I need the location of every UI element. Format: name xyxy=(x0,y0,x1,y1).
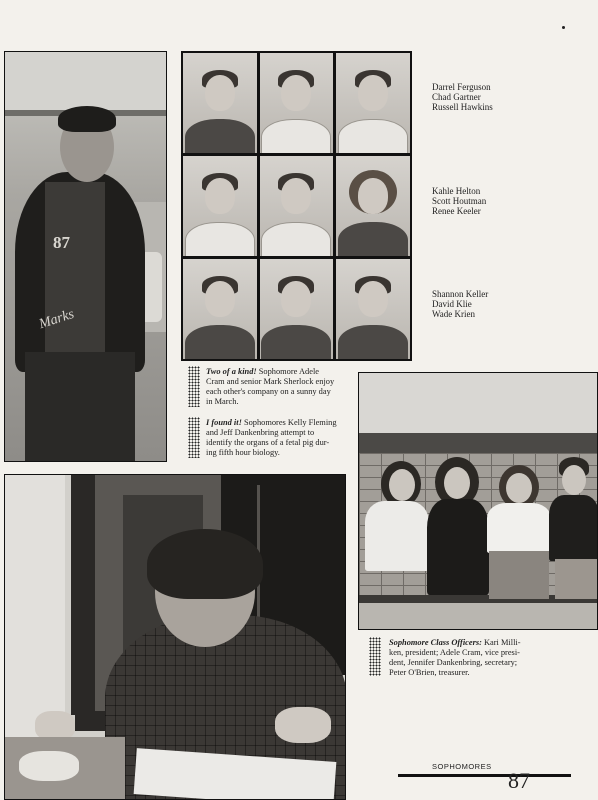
name-label: Darrel Ferguson xyxy=(432,82,491,92)
names-row-3 xyxy=(432,289,488,319)
caption-bullet-icon xyxy=(188,366,200,407)
portrait-renee-keeler xyxy=(336,156,410,256)
caption-line: each other's company on a sunny day xyxy=(206,387,331,396)
section-label: SOPHOMORES xyxy=(432,762,492,771)
caption-line: dent, Jennifer Dankenbring, secretary; xyxy=(389,658,518,667)
name-label: Kahle Helton xyxy=(432,186,481,196)
caption-two-of-a-kind xyxy=(206,367,356,407)
name-label: Wade Krien xyxy=(432,309,476,319)
portrait-shannon-keller xyxy=(183,259,257,359)
caption-line: and Jeff Dankenbring attempt to xyxy=(206,428,315,437)
caption-line: identify the organs of a fetal pig dur- xyxy=(206,438,330,447)
portrait-kahle-helton xyxy=(183,156,257,256)
caption-bullet-icon xyxy=(188,417,200,458)
portrait-grid xyxy=(181,51,412,361)
photo-letter-jacket xyxy=(4,51,167,462)
name-label: Renee Keeler xyxy=(432,206,481,216)
caption-line: ing fifth hour biology. xyxy=(206,448,280,457)
caption-line: Kari Milli- xyxy=(484,638,521,647)
caption-line: Peter O'Brien, treasurer. xyxy=(389,668,470,677)
caption-line: Cram and senior Mark Sherlock enjoy xyxy=(206,377,335,386)
caption-line: ken, president; Adele Cram, vice presi- xyxy=(389,648,520,657)
portrait-wade-krien xyxy=(336,259,410,359)
name-label: Scott Houtman xyxy=(432,196,487,206)
portrait-darrel-ferguson xyxy=(183,53,257,153)
caption-bullet-icon xyxy=(369,637,381,676)
caption-line: in March. xyxy=(206,397,239,406)
names-row-2 xyxy=(432,186,486,216)
caption-i-found-it xyxy=(206,418,356,458)
caption-class-officers xyxy=(389,638,559,678)
caption-lead: I found it! xyxy=(206,418,242,427)
photo-biology-lab xyxy=(4,474,346,800)
portrait-chad-gartner xyxy=(260,53,334,153)
page-number: 87 xyxy=(508,768,530,793)
caption-line: Sophomores Kelly Fleming xyxy=(243,418,337,427)
footer-rule xyxy=(398,774,571,777)
portrait-scott-houtman xyxy=(260,156,334,256)
photo-class-officers xyxy=(358,372,598,630)
name-label: Shannon Keller xyxy=(432,289,489,299)
page-mark xyxy=(562,26,565,29)
caption-lead: Two of a kind! xyxy=(206,367,257,376)
name-label: Chad Gartner xyxy=(432,92,481,102)
name-label: Russell Hawkins xyxy=(432,102,493,112)
name-label: David Klie xyxy=(432,299,472,309)
names-row-1 xyxy=(432,82,493,112)
jacket-number: 87 xyxy=(53,233,70,252)
caption-line: Sophomore Adele xyxy=(258,367,319,376)
caption-lead: Sophomore Class Officers: xyxy=(389,638,482,647)
portrait-russell-hawkins xyxy=(336,53,410,153)
portrait-david-klie xyxy=(260,259,334,359)
jacket-script: Marks xyxy=(37,306,77,333)
